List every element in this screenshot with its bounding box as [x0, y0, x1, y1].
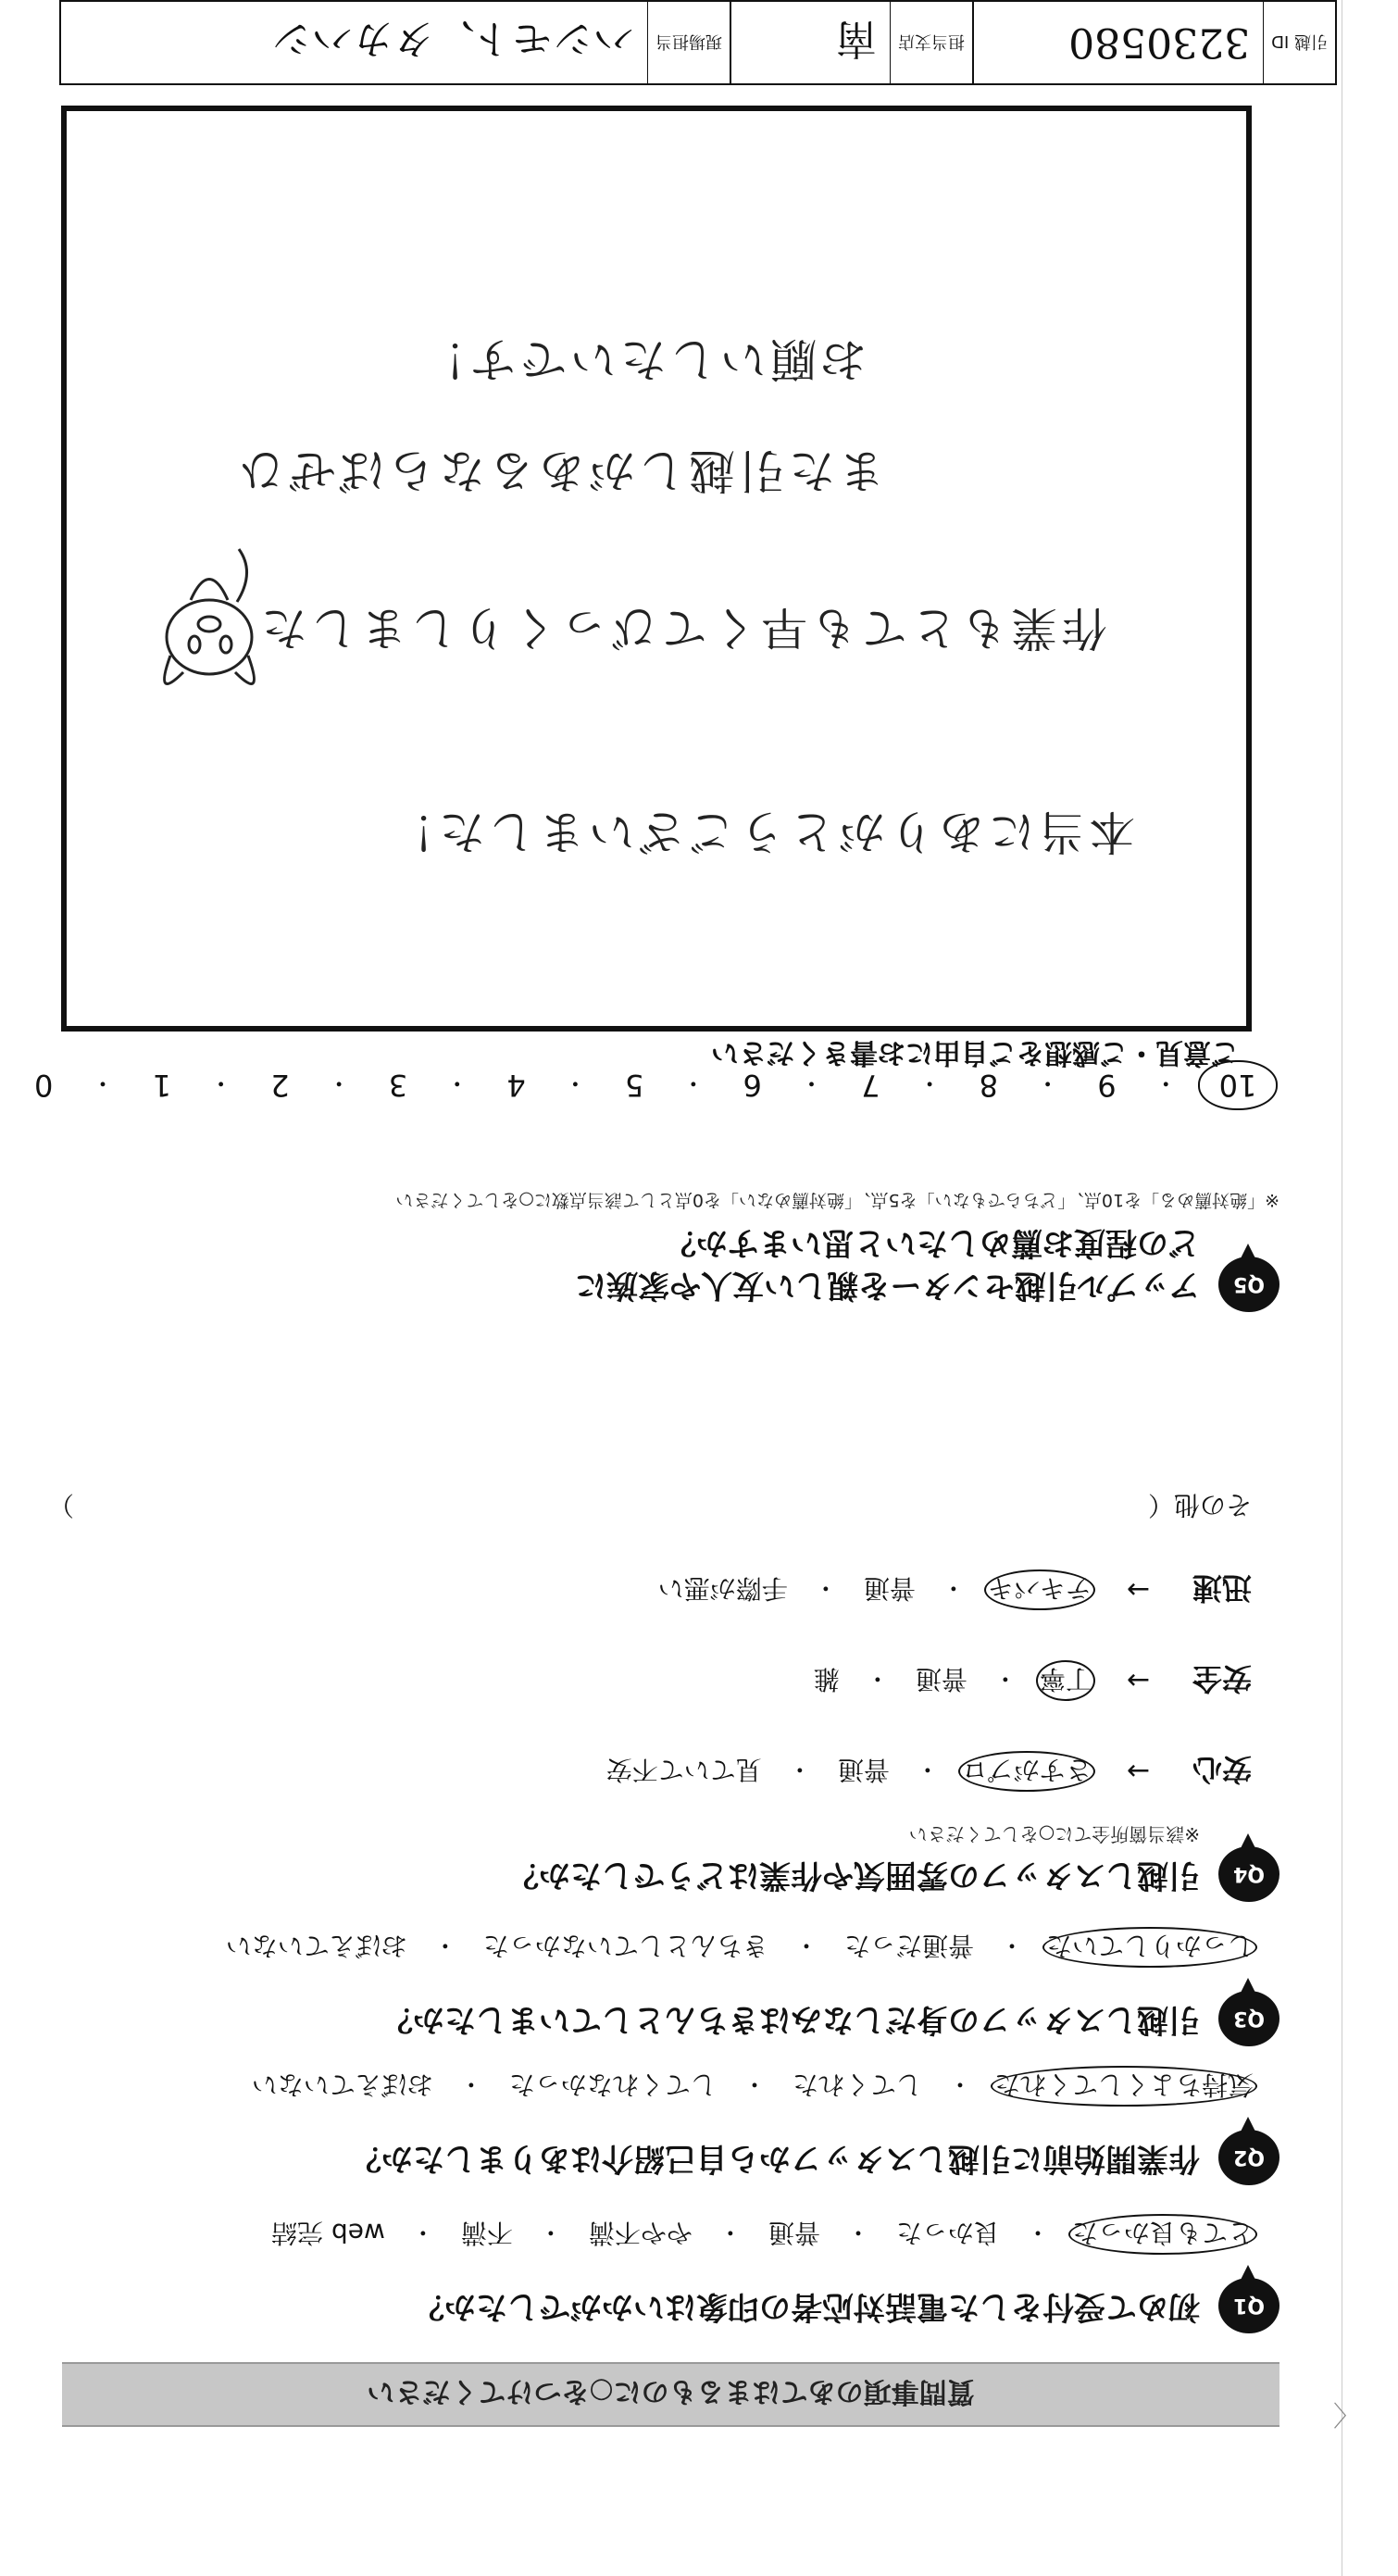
q3-option-dont-remember[interactable]: おぼえていない [225, 1931, 407, 1961]
comment-box[interactable] [61, 106, 1252, 1069]
score-0[interactable]: 0 [34, 1068, 54, 1103]
id-strip [59, 0, 1337, 85]
staff-value: ハシモト、タカハシ [270, 15, 634, 62]
comment-line-2: 作業もとても早くてびっくりしました [257, 601, 1107, 655]
question-4 [20, 1483, 1279, 1902]
staff-cell [61, 2, 730, 83]
q4-row-safety: 安全 → 丁寧 ・ 普通 ・ 雑 [20, 1657, 1279, 1704]
q4-label-relief: 安心 [1192, 1752, 1252, 1787]
question-1 [20, 2211, 1279, 2333]
q4-option-rough[interactable]: 雑 [813, 1664, 840, 1694]
score-9[interactable]: 9 [1097, 1068, 1117, 1103]
q4-note: ※該当箇所全てに○をしてください [908, 1823, 1200, 1845]
score-6[interactable]: 6 [743, 1068, 762, 1103]
q3-text: 引越しスタッフの身だしなみはきちんとしていましたか？ [381, 2001, 1200, 2038]
comment-title: ご意見・ご感想をご自由にお書きください [711, 1036, 1239, 1069]
instruction-banner: 質問事項のあてはまるものに○をつけてください [62, 2362, 1279, 2427]
q1-option-unsatisfied[interactable]: 不満 [460, 2218, 513, 2248]
score-7[interactable]: 7 [861, 1068, 880, 1103]
q4-option-speed-normal[interactable]: 普通 [863, 1573, 916, 1604]
q4-other-label: その他（ [1147, 1490, 1252, 1520]
branch-cell [730, 2, 972, 83]
q4-badge-icon: Q4 [1218, 1846, 1279, 1902]
branch-value: 南 [836, 15, 877, 62]
q3-option-not-neat[interactable]: きちんとしていなかった [482, 1931, 768, 1961]
q4-option-clumsy[interactable]: 手際が悪い [657, 1573, 788, 1604]
q4-row-other [48, 1483, 1279, 1530]
arrow-icon: → [1126, 1664, 1150, 1697]
q4-option-relief-normal[interactable]: 普通 [837, 1755, 890, 1785]
q5-score-scale: 10 ・ 9 ・ 8 ・ 7 ・ 6 ・ 5 ・ 4 ・ 3 ・ 2 ・ 1 ・ 0 [22, 1056, 1272, 1115]
score-2[interactable]: 2 [270, 1068, 290, 1103]
id-cell [972, 2, 1335, 83]
q4-label-safety: 安全 [1192, 1661, 1252, 1696]
q2-option-no[interactable]: してくれなかった [508, 2070, 717, 2100]
q4-option-safety-normal[interactable]: 普通 [915, 1664, 967, 1694]
q2-option-pleasant[interactable]: 気持ちよくしてくれた [991, 2066, 1257, 2107]
score-4[interactable]: 4 [506, 1068, 526, 1103]
corner-mark: 〈 [1333, 2397, 1361, 2430]
q4-row-speed: 迅速 → テキパキ ・ 普通 ・ 手際が悪い [20, 1567, 1279, 1613]
q1-badge-icon: Q1 [1218, 2278, 1279, 2333]
question-2 [20, 2063, 1279, 2185]
q3-option-neat[interactable]: しっかりしていた [1042, 1927, 1257, 1968]
q4-option-worrying[interactable]: 見ていて不安 [605, 1755, 762, 1785]
q5-text-line1: アップル引越センターを親しい友人や家族に [575, 1267, 1200, 1304]
q4-label-speed: 迅速 [1192, 1570, 1252, 1606]
q3-options: しっかりしていた ・ 普通だった ・ きちんとしていなかった ・ おぼえていない [20, 1924, 1279, 1970]
q3-badge-icon: Q3 [1218, 1991, 1279, 2046]
q5-text-line2: どの程度お薦めしたいと思いますか？ [665, 1224, 1200, 1261]
q1-text: 初めて受付をした電話対応者の印象はいかがでしたか？ [413, 2288, 1200, 2325]
q3-option-normal[interactable]: 普通だった [843, 1931, 974, 1961]
q2-option-dont-remember[interactable]: おぼえていない [251, 2070, 433, 2100]
comment-line-4: お願いしたいです！ [417, 332, 867, 386]
id-label: 引越 ID [1263, 2, 1335, 83]
q1-option-somewhat-unsatisfied[interactable]: やや不満 [588, 2218, 693, 2248]
q1-options: とても良かった ・ 良かった ・ 普通 ・ やや不満 ・ 不満 ・ web 完結 [20, 2211, 1279, 2257]
comment-line-1: 本当にありがとうございました！ [385, 805, 1135, 858]
score-5[interactable]: 5 [624, 1068, 644, 1103]
question-5 [20, 1188, 1279, 1312]
q1-option-good[interactable]: 良かった [895, 2218, 1000, 2248]
q4-option-efficient[interactable]: テキパキ [984, 1569, 1095, 1610]
q4-text: 引越しスタッフの雰囲気や作業はどうでしたか？ [507, 1857, 1200, 1894]
comment-line-3: また引越しがあるならばぜひ [235, 444, 885, 497]
q4-other-close: ） [48, 1490, 75, 1520]
q1-option-web[interactable]: web 完結 [271, 2218, 385, 2248]
question-3 [20, 1924, 1279, 2046]
score-1[interactable]: 1 [152, 1068, 171, 1103]
staff-label: 現場担当 [647, 2, 730, 83]
doodle-dog-icon [135, 535, 283, 720]
score-8[interactable]: 8 [979, 1068, 999, 1103]
q5-note: ※「絶対薦める」を10点、「どちらでもない」を5点、「絶対薦めない」を0点として該当点数に○をしてください [395, 1190, 1279, 1210]
id-value: 3230580 [1068, 19, 1251, 67]
q2-option-yes[interactable]: してくれた [792, 2070, 922, 2100]
q4-option-careful[interactable]: 丁寧 [1036, 1660, 1095, 1701]
score-3[interactable]: 3 [388, 1068, 408, 1103]
q4-row-relief: 安心 → さすがプロ ・ 普通 ・ 見ていて不安 [20, 1748, 1279, 1794]
q2-options: 気持ちよくしてくれた ・ してくれた ・ してくれなかった ・ おぼえていない [20, 2063, 1279, 2109]
q4-option-professional[interactable]: さすがプロ [958, 1751, 1095, 1792]
q2-badge-icon: Q2 [1218, 2130, 1279, 2185]
q2-text: 作業開始前に引越しスタッフから自己紹介はありましたか？ [350, 2140, 1200, 2177]
q5-badge-icon: Q5 [1218, 1257, 1279, 1312]
q1-option-very-good[interactable]: とても良かった [1068, 2214, 1257, 2255]
arrow-icon: → [1126, 1573, 1150, 1607]
arrow-icon: → [1126, 1755, 1150, 1788]
q1-option-normal[interactable]: 普通 [768, 2218, 820, 2248]
score-10[interactable]: 10 [1198, 1060, 1278, 1110]
branch-label: 担当支店 [890, 2, 972, 83]
